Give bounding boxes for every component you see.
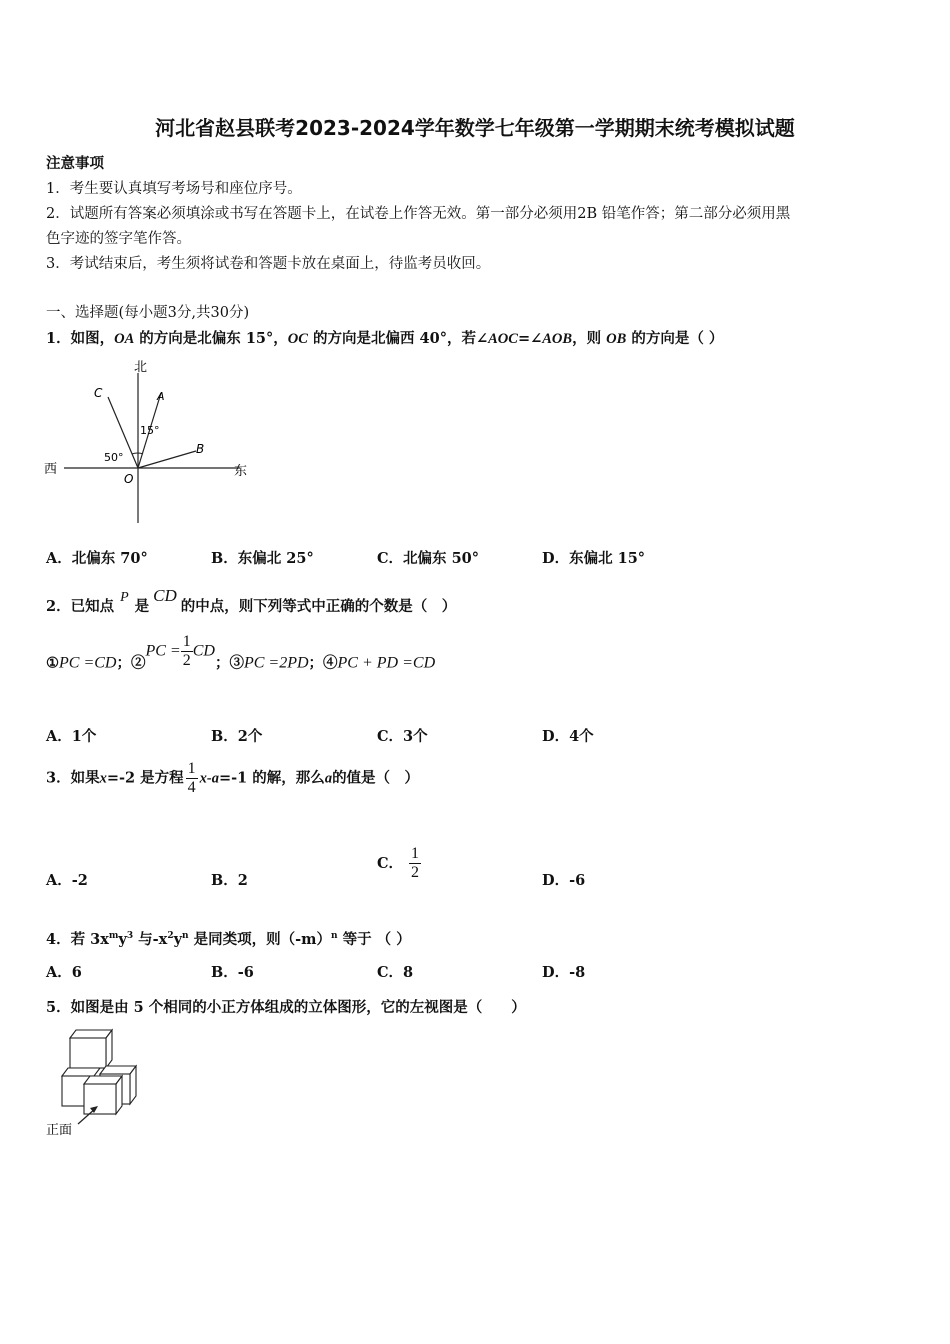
q2-statements: ①PC =CD；②PC = $\frac{1}{2}$ CD；③PC =2PD；④PC + PD =CD [46,633,436,672]
label-b: B [196,442,205,456]
q3-option-b: B．2 [211,872,248,889]
notice-item-2: 2．试题所有答案必须填涂或书写在答题卡上，在试卷上作答无效。第一部分必须用2B 铅笔作答；第二部分必须用黑 [46,206,791,222]
left-cube-top [62,1068,100,1076]
label-o: O [124,472,134,486]
q1-option-b: B．东偏北 25° [211,550,314,567]
question-3: 3．如果x=-2 是方程 $\frac{1}{4}$ x-a=-1 的解，那么a的值是（ ） [46,760,420,796]
q1-option-d: D．东偏北 15° [542,550,646,567]
question-4: 4．若 $3x^my^3$ 与$-x^2y^n$ 是同类项，则$(-m)^n$ 等于 （ ） [46,931,411,948]
q3-option-d: D．-6 [542,872,586,889]
label-50deg: 50° [104,451,124,464]
notice-item-3: 3．考试结束后，考生须将试卷和答题卡放在桌面上，待监考员收回。 [46,256,491,272]
q4-option-b: B．-6 [211,964,254,981]
question-5: 5．如图是由 5 个相同的小正方体组成的立体图形，它的左视图是（ ） [46,999,526,1016]
question-1: 1．如图，OA 的方向是北偏东 15°，OC 的方向是北偏西 40°，若∠AOC=∠AOB，则 OB 的方向是（ ） [46,330,724,347]
q2-option-b: B．2个 [211,728,263,745]
angle-arc-50 [132,453,138,454]
label-east: 东 [234,464,248,479]
q2-option-d: D．4个 [542,728,594,745]
q4-option-d: D．-8 [542,964,586,981]
cubes-figure [44,1024,144,1144]
q3-option-a: A．-2 [46,872,88,889]
q3-option-c: C． $\frac{1}{2}$ [377,845,420,881]
q4-option-c: C．8 [377,964,414,981]
q1-option-a: A．北偏东 70° [46,550,148,567]
label-west: 西 [44,462,58,477]
q2-option-a: A．1个 [46,728,97,745]
label-a: A [157,390,165,403]
label-north: 北 [134,360,148,375]
compass-figure [40,355,260,530]
q2-option-c: C．3个 [377,728,428,745]
notice-heading: 注意事项 [46,155,104,172]
notice-item-1: 1．考生要认真填写考场号和座位序号。 [46,181,302,197]
page-title: 河北省赵县联考2023-2024学年数学七年级第一学期期末统考模拟试题 [155,116,795,140]
top-cube-front [70,1038,106,1068]
q4-option-a: A．6 [46,964,82,981]
notice-item-2-cont: 色字迹的签字笔作答。 [46,231,191,247]
label-c: C [94,386,103,400]
front-cube-front [84,1084,116,1114]
ray-ob [138,451,196,468]
top-cube-top [70,1030,112,1038]
question-2: 2．已知点P是CD的中点，则下列等式中正确的个数是（ ） [46,586,457,615]
q1-option-c: C．北偏东 50° [377,550,480,567]
front-label: 正面 [46,1123,73,1138]
section-heading: 一、选择题(每小题3分,共30分) [46,305,250,321]
label-15deg: 15° [140,424,160,437]
